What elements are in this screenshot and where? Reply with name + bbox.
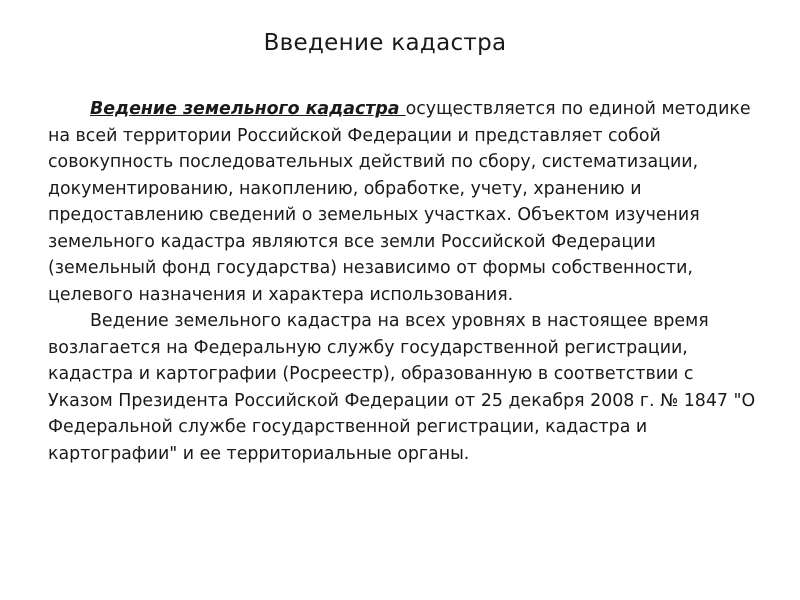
slide-body [48,96,763,467]
paragraph-1-text: осуществляется по единой методике на всей территории Российской Федерации и представляет собой совокупность последовательных действий по сбору, систематизации, документированию, накоплению, обработке, учету, хранению и предоставлению сведений о земельных участках. Объектом изучения земельного кадастра являются все земли Российской Федерации (земельный фонд государства) независимо от формы собственности, целевого назначения и характера использования. [48,99,751,305]
body-paragraph-1 [48,96,763,308]
paragraph-2-text: Ведение земельного кадастра на всех уровнях в настоящее время возлагается на Федеральную службу государственной регистрации, кадастра и картографии (Росреестр), образованную в соответствии с Указом Президента Российской Федерации от 25 декабря 2008 г. № 1847 "О Федеральной службе государственной регистрации, кадастра и картографии" и ее территориальные органы. [48,311,756,464]
slide-title: Введение кадастра [263,30,507,56]
lead-term: Ведение земельного кадастра [90,99,406,119]
body-paragraph-2 [48,308,763,467]
